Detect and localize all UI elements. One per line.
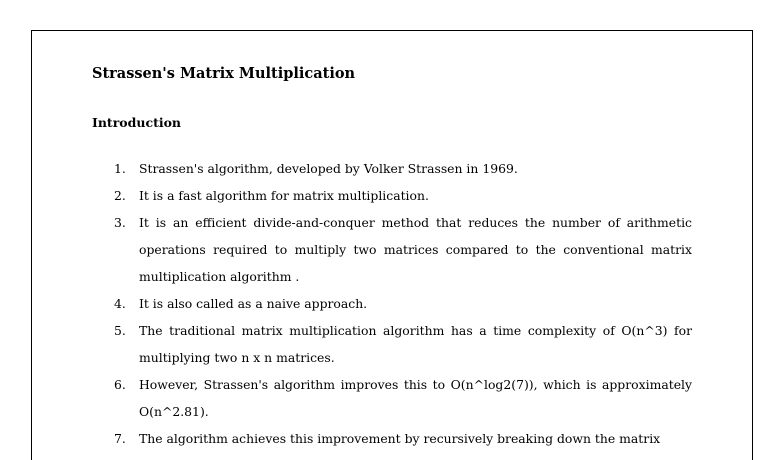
list-item-text: It is an efficient divide-and-conquer method that reduces the number of arithmetic operations required to multiply two matrices compared to the conventional matrix multiplication algorithm .	[139, 215, 692, 284]
numbered-list	[92, 155, 692, 452]
section-heading: Introduction	[92, 115, 182, 130]
list-item-number: 5.	[114, 323, 126, 338]
list-item-text: However, Strassen's algorithm improves this to O(n^log2(7)), which is approximately O(n^2.81).	[139, 377, 692, 419]
list-item-text: It is also called as a naive approach.	[139, 296, 368, 311]
document-title: Strassen's Matrix Multiplication	[92, 65, 356, 82]
list-item	[92, 290, 692, 317]
list-item-number: 3.	[114, 215, 126, 230]
list-item-number: 4.	[114, 296, 126, 311]
list-item-text: It is a fast algorithm for matrix multiplication.	[139, 188, 429, 203]
list-item-number: 6.	[114, 377, 126, 392]
list-item	[92, 371, 692, 425]
list-item	[92, 155, 692, 182]
list-item-text: Strassen's algorithm, developed by Volker Strassen in 1969.	[139, 161, 518, 176]
list-item-number: 1.	[114, 161, 126, 176]
list-item	[92, 425, 692, 452]
list-item	[92, 317, 692, 371]
document-page	[31, 30, 753, 460]
list-item	[92, 209, 692, 290]
list-item-number: 2.	[114, 188, 126, 203]
list-item-text: The algorithm achieves this improvement by recursively breaking down the matrix	[139, 431, 661, 446]
list-item-text: The traditional matrix multiplication algorithm has a time complexity of O(n^3) for multiplying two n x n matrices.	[139, 323, 692, 365]
list-item	[92, 182, 692, 209]
list-item-number: 7.	[114, 431, 126, 446]
